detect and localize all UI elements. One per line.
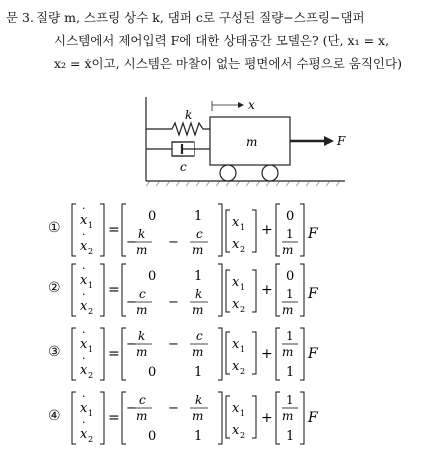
svg-text:x: x bbox=[232, 215, 240, 230]
svg-text:=: = bbox=[108, 346, 120, 362]
displacement-label: x bbox=[248, 98, 255, 112]
svg-text:−: − bbox=[126, 295, 137, 310]
svg-text:1: 1 bbox=[286, 429, 295, 444]
svg-text:F: F bbox=[308, 410, 318, 426]
svg-text:−: − bbox=[168, 235, 179, 250]
wheel-right bbox=[262, 165, 278, 181]
svg-text:2: 2 bbox=[88, 247, 94, 256]
svg-text:x: x bbox=[232, 275, 240, 290]
svg-text:m: m bbox=[136, 345, 148, 359]
svg-text:2: 2 bbox=[240, 305, 246, 314]
state-vector bbox=[226, 210, 256, 254]
option-1-equation bbox=[70, 202, 330, 258]
matrix-A bbox=[122, 392, 222, 444]
matrix-A bbox=[122, 328, 222, 380]
matrix-A bbox=[122, 204, 222, 257]
option-2-equation bbox=[70, 262, 330, 318]
svg-text:x: x bbox=[80, 337, 88, 352]
svg-text:=: = bbox=[108, 282, 120, 298]
svg-text:1: 1 bbox=[88, 221, 94, 230]
svg-text:2: 2 bbox=[88, 307, 94, 316]
svg-text:m: m bbox=[282, 345, 294, 359]
option-4-equation bbox=[70, 390, 330, 446]
svg-text:m: m bbox=[192, 345, 204, 359]
svg-text:1: 1 bbox=[88, 409, 94, 418]
matrix-B bbox=[276, 392, 304, 444]
svg-text:+: + bbox=[261, 222, 273, 238]
question-line-3: x₂ = ẋ이고, 시스템은 마찰이 없는 평면에서 수평으로 움직인다) bbox=[54, 56, 402, 71]
question-number: 문 3. bbox=[6, 10, 34, 25]
svg-text:1: 1 bbox=[286, 393, 294, 407]
svg-text:m: m bbox=[136, 303, 148, 317]
damper-label: c bbox=[180, 160, 187, 174]
svg-text:−: − bbox=[168, 401, 179, 416]
svg-text:·: · bbox=[82, 352, 86, 365]
question-line-2: 시스템에서 제어입력 F에 대한 상태공간 모델은? (단, x₁ = x, bbox=[54, 33, 390, 48]
svg-text:F: F bbox=[308, 226, 318, 242]
state-derivative-vector bbox=[72, 326, 104, 380]
svg-text:2: 2 bbox=[88, 435, 94, 444]
svg-text:1: 1 bbox=[88, 281, 94, 290]
svg-text:1: 1 bbox=[88, 345, 94, 354]
svg-text:0: 0 bbox=[148, 365, 157, 380]
svg-text:2: 2 bbox=[240, 431, 246, 440]
state-derivative-vector bbox=[72, 390, 104, 444]
svg-text:·: · bbox=[82, 390, 86, 403]
svg-text:x: x bbox=[232, 423, 240, 438]
svg-text:x: x bbox=[80, 427, 88, 442]
svg-text:·: · bbox=[82, 326, 86, 339]
svg-text:−: − bbox=[168, 295, 179, 310]
ground-hatch bbox=[146, 181, 340, 186]
svg-text:x: x bbox=[232, 359, 240, 374]
svg-text:=: = bbox=[108, 222, 120, 238]
svg-text:x: x bbox=[80, 239, 88, 254]
svg-text:1: 1 bbox=[240, 409, 246, 418]
mass-spring-damper-diagram bbox=[140, 95, 350, 187]
svg-text:·: · bbox=[82, 228, 86, 241]
svg-text:1: 1 bbox=[240, 223, 246, 232]
svg-text:c: c bbox=[139, 287, 146, 301]
svg-text:0: 0 bbox=[286, 269, 295, 284]
svg-text:m: m bbox=[136, 243, 148, 257]
svg-text:−: − bbox=[126, 401, 137, 416]
state-derivative-vector bbox=[72, 262, 104, 316]
svg-text:1: 1 bbox=[194, 209, 203, 224]
matrix-B bbox=[276, 328, 304, 380]
svg-text:0: 0 bbox=[286, 209, 295, 224]
option-4-marker: ④ bbox=[48, 408, 61, 424]
svg-text:1: 1 bbox=[240, 345, 246, 354]
svg-text:2: 2 bbox=[240, 245, 246, 254]
svg-text:c: c bbox=[139, 393, 146, 407]
svg-text:k: k bbox=[195, 287, 203, 301]
svg-text:+: + bbox=[261, 410, 273, 426]
svg-text:0: 0 bbox=[148, 209, 157, 224]
svg-text:·: · bbox=[82, 262, 86, 275]
force-label: F bbox=[337, 134, 346, 148]
svg-text:m: m bbox=[136, 409, 148, 423]
svg-text:k: k bbox=[138, 227, 146, 241]
question-line-1: 질량 m, 스프링 상수 k, 댐퍼 c로 구성된 질량−스프링−댐퍼 bbox=[36, 10, 365, 25]
svg-text:=: = bbox=[108, 410, 120, 426]
state-derivative-vector bbox=[72, 202, 104, 256]
state-vector bbox=[226, 396, 256, 440]
svg-text:·: · bbox=[82, 288, 86, 301]
svg-text:0: 0 bbox=[148, 269, 157, 284]
svg-text:1: 1 bbox=[286, 287, 294, 301]
option-3-marker: ③ bbox=[48, 344, 61, 360]
state-vector bbox=[226, 332, 256, 376]
svg-text:2: 2 bbox=[88, 371, 94, 380]
spring-label: k bbox=[185, 108, 193, 122]
question-text bbox=[36, 6, 446, 75]
mass-label: m bbox=[246, 135, 258, 149]
option-3-equation bbox=[70, 326, 330, 382]
svg-text:2: 2 bbox=[240, 367, 246, 376]
svg-text:x: x bbox=[232, 337, 240, 352]
svg-text:1: 1 bbox=[194, 429, 203, 444]
svg-text:1: 1 bbox=[286, 329, 294, 343]
svg-text:1: 1 bbox=[286, 227, 294, 241]
svg-text:x: x bbox=[232, 401, 240, 416]
matrix-A bbox=[122, 264, 222, 317]
svg-text:F: F bbox=[308, 286, 318, 302]
matrix-B bbox=[276, 204, 304, 257]
svg-text:x: x bbox=[80, 363, 88, 378]
svg-text:m: m bbox=[282, 409, 294, 423]
svg-text:m: m bbox=[282, 303, 294, 317]
wheel-left bbox=[220, 165, 236, 181]
spring bbox=[146, 123, 210, 135]
state-vector bbox=[226, 270, 256, 314]
svg-text:m: m bbox=[192, 243, 204, 257]
svg-text:x: x bbox=[80, 401, 88, 416]
svg-text:x: x bbox=[232, 297, 240, 312]
svg-text:1: 1 bbox=[240, 283, 246, 292]
svg-text:x: x bbox=[80, 273, 88, 288]
svg-text:+: + bbox=[261, 346, 273, 362]
svg-text:k: k bbox=[138, 329, 146, 343]
matrix-B bbox=[276, 264, 304, 317]
svg-text:m: m bbox=[192, 303, 204, 317]
svg-text:·: · bbox=[82, 416, 86, 429]
svg-text:k: k bbox=[195, 393, 203, 407]
option-1-marker: ① bbox=[48, 220, 61, 236]
svg-text:x: x bbox=[80, 299, 88, 314]
svg-text:−: − bbox=[168, 337, 179, 352]
svg-text:0: 0 bbox=[148, 429, 157, 444]
option-2-marker: ② bbox=[48, 280, 61, 296]
svg-text:−: − bbox=[126, 235, 137, 250]
svg-text:·: · bbox=[82, 202, 86, 215]
svg-text:x: x bbox=[232, 237, 240, 252]
svg-text:−: − bbox=[126, 337, 137, 352]
svg-text:F: F bbox=[308, 346, 318, 362]
svg-text:m: m bbox=[282, 243, 294, 257]
svg-text:c: c bbox=[196, 227, 203, 241]
svg-text:1: 1 bbox=[286, 365, 295, 380]
svg-text:c: c bbox=[196, 329, 203, 343]
svg-text:x: x bbox=[80, 213, 88, 228]
svg-text:m: m bbox=[192, 409, 204, 423]
svg-text:+: + bbox=[261, 282, 273, 298]
svg-text:1: 1 bbox=[194, 269, 203, 284]
svg-text:1: 1 bbox=[194, 365, 203, 380]
